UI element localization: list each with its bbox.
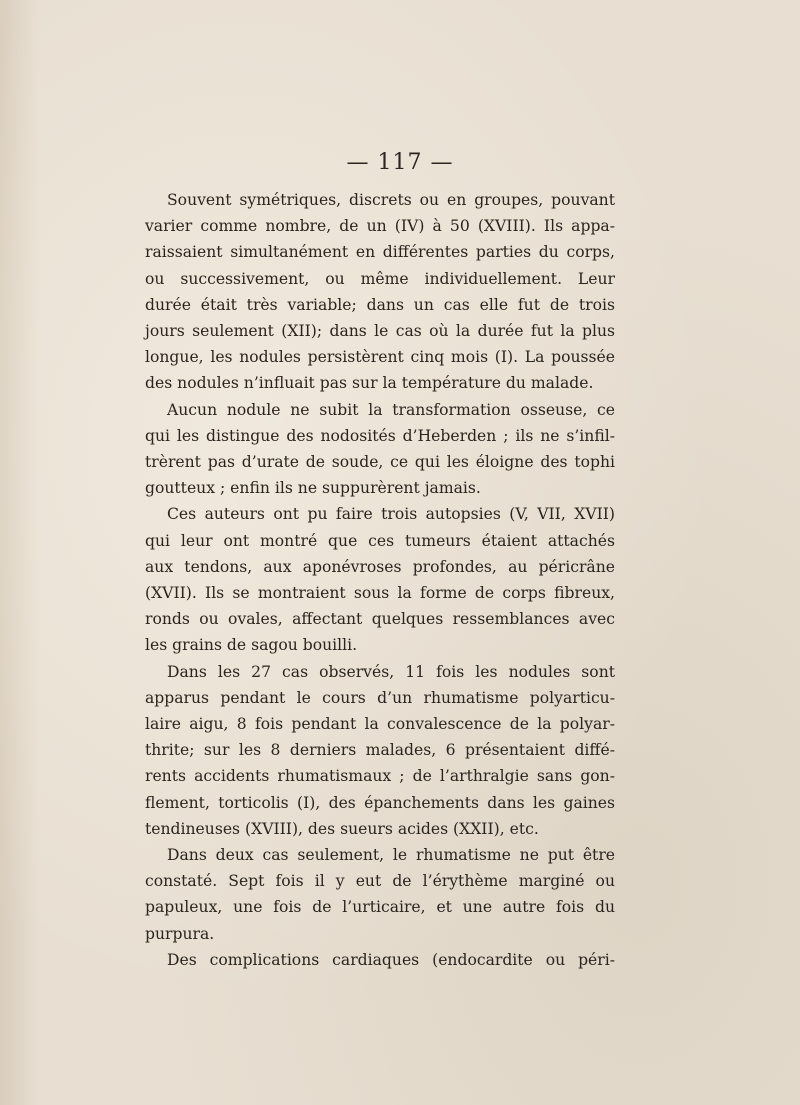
body-text xyxy=(145,187,615,973)
text-line: thrite; sur les 8 derniers malades, 6 présentaient diffé- xyxy=(145,741,615,760)
text-line: Des complications cardiaques (endocardite ou péri- xyxy=(167,950,615,969)
text-line: laire aigu, 8 fois pendant la convalescence de la polyar- xyxy=(145,715,615,734)
text-line: varier comme nombre, de un (IV) à 50 (XVIII). Ils appa- xyxy=(145,217,615,236)
text-line: durée était très variable; dans un cas elle fut de trois xyxy=(145,295,615,314)
text-line: Souvent symétriques, discrets ou en groupes, pouvant xyxy=(167,191,615,209)
text-line: (XVII). Ils se montraient sous la forme de corps fibreux, xyxy=(145,584,615,603)
text-line: tendineuses (XVIII), des sueurs acides (XXII), etc. xyxy=(145,819,539,838)
text-line: des nodules n’influait pas sur la température du malade. xyxy=(145,374,594,393)
text-line: constaté. Sept fois il y eut de l’érythème marginé ou xyxy=(145,872,615,891)
text-line: flement, torticolis (I), des épanchements dans les gaines xyxy=(145,793,615,812)
text-line: purpura. xyxy=(145,924,215,943)
text-line: aux tendons, aux aponévroses profondes, au péricrâne xyxy=(145,557,615,576)
text-line: longue, les nodules persistèrent cinq mois (I). La poussée xyxy=(145,348,615,367)
text-line: Ces auteurs ont pu faire trois autopsies (V, VII, XVII) xyxy=(167,505,615,524)
text-line: jours seulement (XII); dans le cas où la durée fut la plus xyxy=(145,322,615,341)
text-line: ronds ou ovales, affectant quelques ressemblances avec xyxy=(145,610,615,629)
text-line: Dans les 27 cas observés, 11 fois les nodules sont xyxy=(167,662,615,681)
text-line: qui leur ont montré que ces tumeurs étaient attachés xyxy=(145,531,615,550)
text-line: papuleux, une fois de l’urticaire, et une autre fois du xyxy=(145,898,615,917)
text-line: apparus pendant le cours d’un rhumatisme polyarticu- xyxy=(145,688,615,707)
text-line: qui les distingue des nodosités d’Heberden ; ils ne s’infil- xyxy=(145,426,615,445)
text-line: raissaient simultanément en différentes parties du corps, xyxy=(145,243,615,262)
text-line: Dans deux cas seulement, le rhumatisme ne put être xyxy=(167,846,615,865)
page-number: — 117 — xyxy=(346,150,454,175)
text-line: trèrent pas d’urate de soude, ce qui les éloigne des tophi xyxy=(145,453,615,472)
text-line: ou successivement, ou même individuellement. Leur xyxy=(145,269,615,288)
text-line: rents accidents rhumatismaux ; de l’arthralgie sans gon- xyxy=(145,767,615,786)
text-line: Aucun nodule ne subit la transformation osseuse, ce xyxy=(167,400,615,419)
text-line: les grains de sagou bouilli. xyxy=(145,636,358,655)
text-line: goutteux ; enfin ils ne suppurèrent jamais. xyxy=(145,479,481,498)
